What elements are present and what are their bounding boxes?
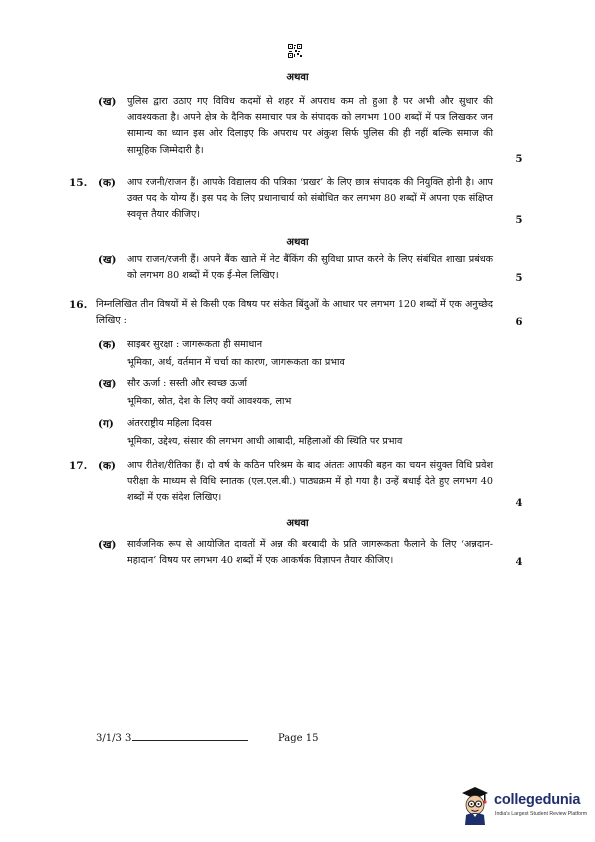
q16-option-topic: अंतरराष्ट्रीय महिला दिवस bbox=[127, 418, 212, 429]
q15b-label: (ख) bbox=[98, 254, 117, 266]
q15-or-heading: अथवा bbox=[286, 237, 309, 248]
q16-text: निम्नलिखित तीन विषयों में से किसी एक विषय पर संकेत बिंदुओं के आधार पर लगभग 120 शब्दों में एक अनुच्छेद लिखिए : bbox=[96, 299, 493, 327]
or-heading: अथवा bbox=[286, 72, 309, 83]
q16-marks: 6 bbox=[515, 317, 523, 328]
q15-number: 15. bbox=[69, 177, 88, 189]
q15b-text: आप राजन/रजनी हैं। अपने बैंक खाते में नेट बैंकिंग की सुविधा प्राप्त करने के लिए संबंधित शाखा प्रबंधक को लगभग 80 शब्दों में एक ई-मेल लिखिए। bbox=[127, 254, 493, 282]
q17a-text: आप रीतेश/रीतिका हैं। दो वर्ष के कठिन परिश्रम के बाद अंततः आपकी बहन का चयन संयुक्त विधि प्रवेश परीक्षा के माध्यम से विधि स्नातक (एल.एल.बी.) पाठ्यक्रम में हो गया है। उन्हें बधाई देते हुए लगभग 40 शब्दों में एक संदेश लिखिए। bbox=[127, 460, 493, 504]
q16-number: 16. bbox=[69, 299, 88, 311]
q17-or-heading: अथवा bbox=[286, 518, 309, 529]
q16-option-label: (ख) bbox=[98, 378, 117, 390]
q15a-text: आप रजनी/राजन हैं। आपके विद्यालय की पत्रिका ‘प्रखर’ के लिए छात्र संपादक की नियुक्ति होनी है। आप उक्त पद के योग्य हैं। इस पद के लिए प्रधानाचार्य को संबोधित कर लगभग 80 शब्दों में अपना एक संक्षिप्त स्ववृत्त तैयार कीजिए। bbox=[127, 177, 493, 221]
q17b-text: सार्वजनिक रूप से आयोजित दावतों में अन्न की बरबादी के प्रति जागरूकता फैलाने के लिए ‘अन्नदान-महादान’ विषय पर लगभग 40 शब्दों में एक आकर्षक विज्ञापन तैयार कीजिए। bbox=[127, 539, 493, 567]
paper-code: 3/1/3 3 bbox=[96, 733, 132, 744]
q17a-marks: 4 bbox=[515, 498, 523, 509]
brand-name: collegedunia bbox=[494, 792, 581, 808]
q14-text: पुलिस द्वारा उठाए गए विविध कदमों से शहर में अपराध कम तो हुआ है पर अभी और सुधार की आवश्यकता है। अपने क्षेत्र के दैनिक समाचार पत्र के संपादक को लगभग 100 शब्दों में पत्र लिखकर जन सामान्य का ध्यान इस ओर दिलाइए कि अपराध पर अंकुश सिर्फ पुलिस की ही नहीं बल्कि समाज की सामूहिक जिम्मेदारी है। bbox=[127, 96, 493, 156]
q16-option-label: (क) bbox=[98, 339, 116, 351]
qr-code-icon bbox=[288, 44, 302, 58]
q14-marks: 5 bbox=[515, 154, 523, 165]
footer-divider bbox=[132, 740, 248, 741]
q16-option-topic: साइबर सुरक्षा : जागरूकता ही समाधान bbox=[127, 339, 263, 350]
q16-option-points: भूमिका, स्रोत, देश के लिए क्यों आवश्यक, लाभ bbox=[127, 396, 292, 407]
q16-option-points: भूमिका, उद्देश्य, संसार की लगभग आधी आबादी, महिलाओं की स्थिति पर प्रभाव bbox=[127, 436, 403, 447]
q15a-marks: 5 bbox=[515, 215, 523, 226]
collegedunia-mascot-icon bbox=[458, 783, 492, 825]
q14-sub-label: (ख) bbox=[98, 96, 117, 108]
q17a-label: (क) bbox=[98, 460, 116, 472]
brand-tagline: India's Largest Student Review Platform bbox=[495, 811, 588, 817]
q17-number: 17. bbox=[69, 460, 88, 472]
q16-option-label: (ग) bbox=[98, 418, 114, 430]
q16-option-points: भूमिका, अर्थ, वर्तमान में चर्चा का कारण, जागरूकता का प्रभाव bbox=[127, 357, 345, 368]
brand-logo bbox=[458, 783, 588, 831]
q17b-label: (ख) bbox=[98, 539, 117, 551]
page-number: Page 15 bbox=[278, 733, 319, 744]
q15b-marks: 5 bbox=[515, 273, 523, 284]
q16-option-topic: सौर ऊर्जा : सस्ती और स्वच्छ ऊर्जा bbox=[127, 378, 247, 389]
q15a-label: (क) bbox=[98, 177, 116, 189]
q17b-marks: 4 bbox=[515, 557, 523, 568]
